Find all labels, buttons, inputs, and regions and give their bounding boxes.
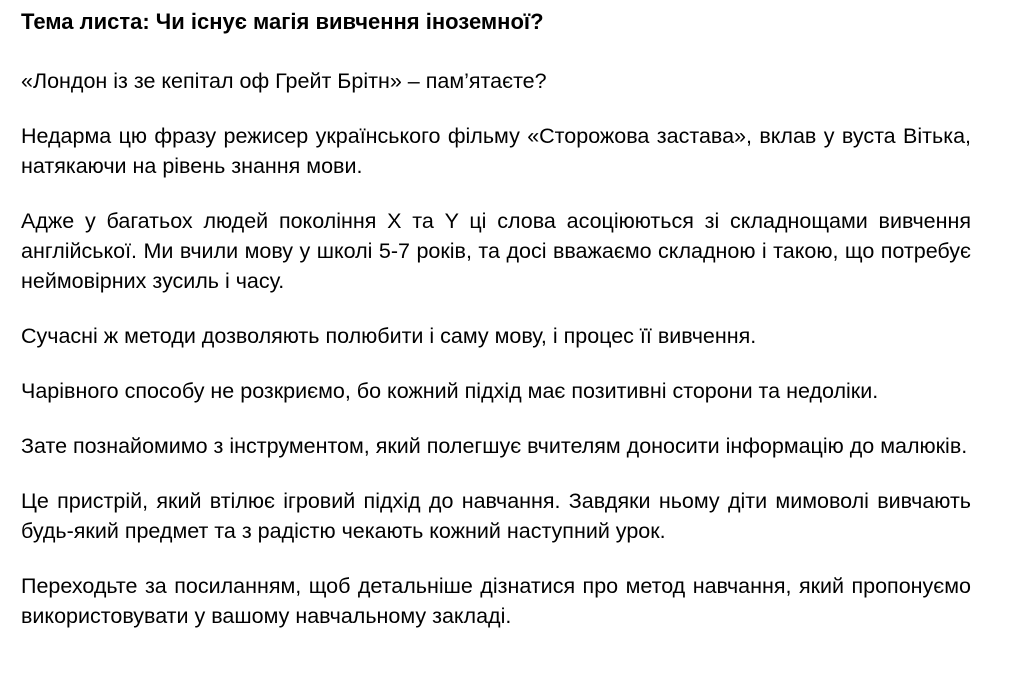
- paragraph-quote: «Лондон із зе кепітал оф Грейт Брітн» – пам’ятаєте?: [21, 69, 547, 93]
- paragraph-film-reference: Недарма цю фразу режисер українського фільму «Сторожова застава», вклав у вуста Вітька, натякаючи на рівень знання мови.: [21, 124, 971, 178]
- paragraph-call-to-action: Переходьте за посиланням, щоб детальніше дізнатися про метод навчання, який пропонуємо використовувати у вашому навчальному закладі.: [21, 574, 971, 628]
- email-document: [21, 8, 971, 656]
- email-subject-heading: Тема листа: Чи існує магія вивчення іноземної?: [21, 9, 544, 34]
- paragraph-tool-intro: Зате познайомимо з інструментом, який полегшує вчителям доносити інформацію до малюків.: [21, 434, 968, 458]
- paragraph-modern-methods: Сучасні ж методи дозволяють полюбити і саму мову, і процес її вивчення.: [21, 324, 757, 348]
- paragraph-generations: Адже у багатьох людей покоління X та Y ці слова асоціюються зі складнощами вивчення англійської. Ми вчили мову у школі 5-7 років, та досі вважаємо складною і такою, що потребує неймовірних зусиль і часу.: [21, 209, 971, 293]
- paragraph-magic-method: Чарівного способу не розкриємо, бо кожний підхід має позитивні сторони та недоліки.: [21, 379, 879, 403]
- paragraph-device: Це пристрій, який втілює ігровий підхід до навчання. Завдяки ньому діти мимоволі вивчають будь-який предмет та з радістю чекають кожний наступний урок.: [21, 489, 971, 543]
